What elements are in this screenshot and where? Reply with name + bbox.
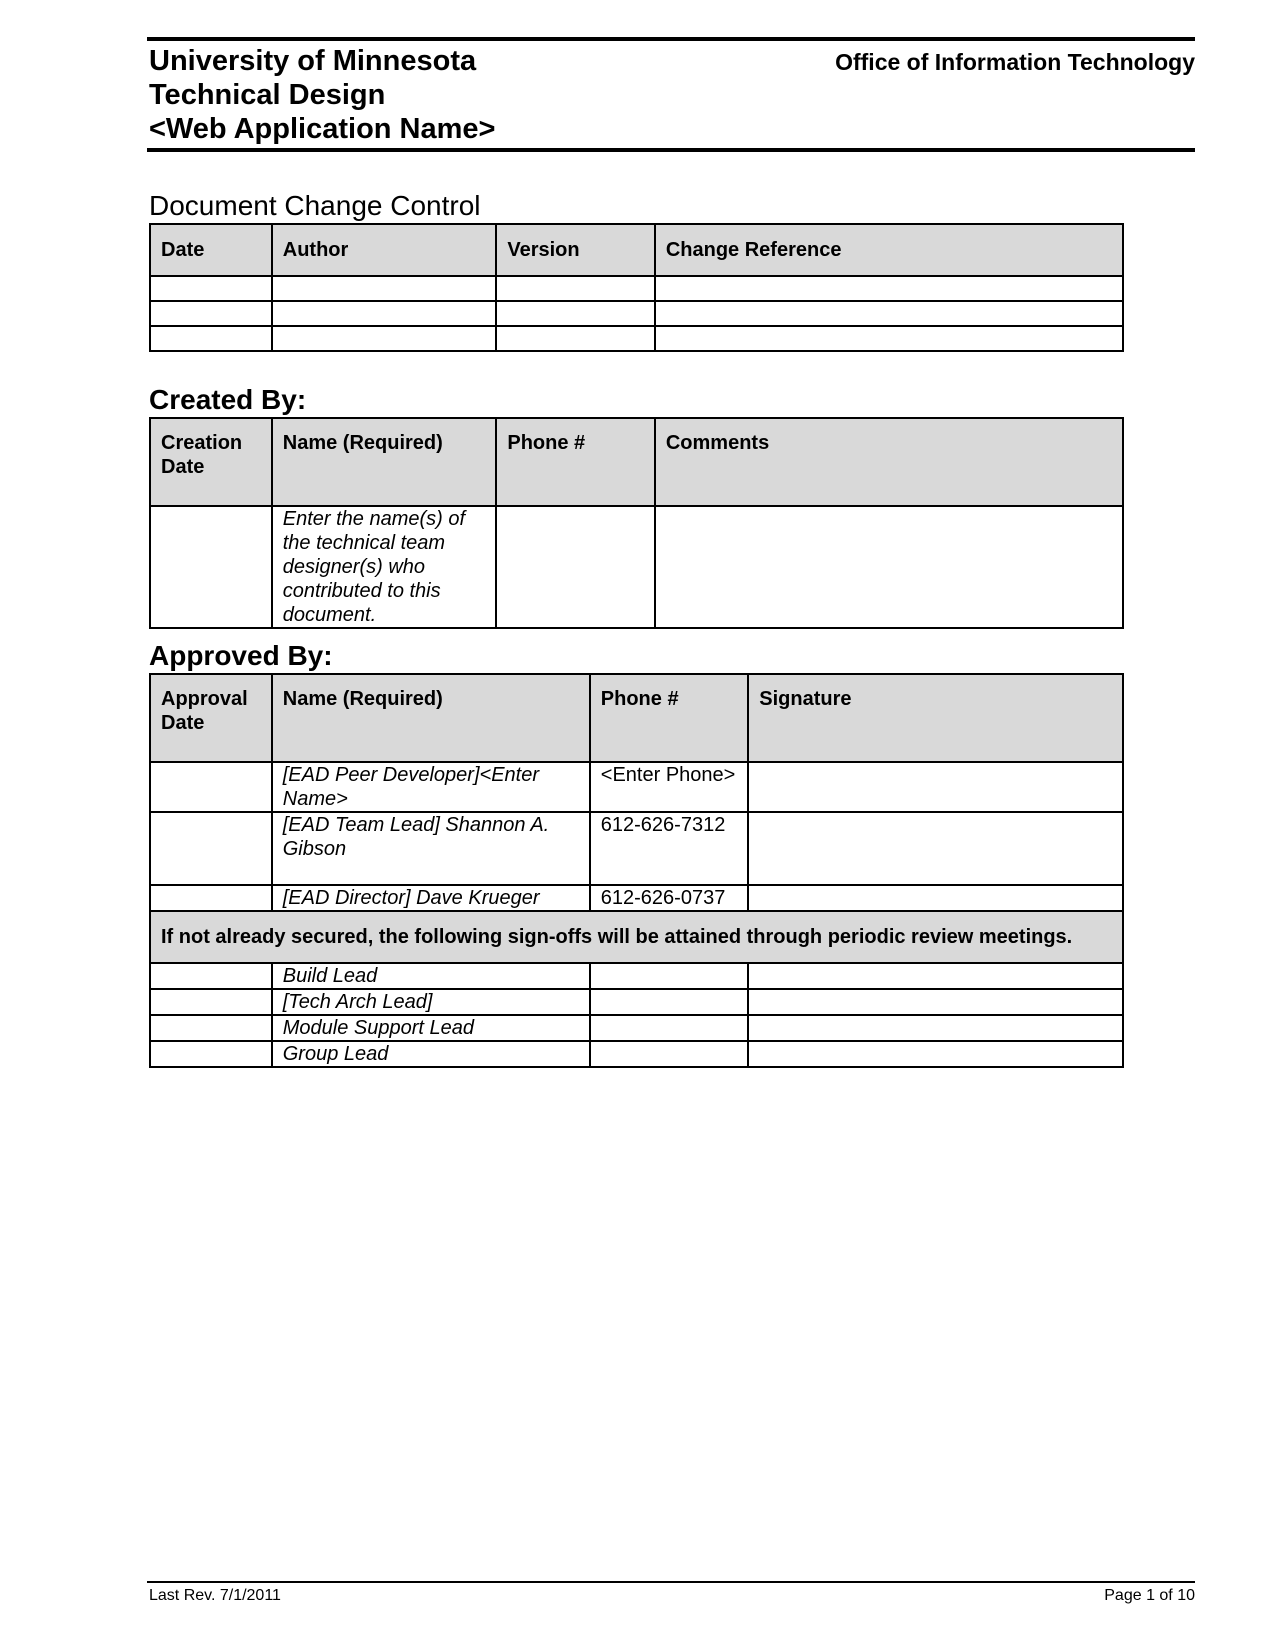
signature-cell[interactable] <box>748 762 1123 812</box>
column-header: Date <box>150 224 272 276</box>
table-cell[interactable] <box>150 276 272 301</box>
page-number: Page 1 of 10 <box>1104 1587 1195 1604</box>
approver-name-cell[interactable]: [EAD Team Lead] Shannon A. Gibson <box>272 812 590 885</box>
last-revision: Last Rev. 7/1/2011 <box>149 1587 281 1604</box>
approved-by-title: Approved By: <box>149 640 333 671</box>
table-cell[interactable] <box>150 301 272 326</box>
column-header: Author <box>272 224 497 276</box>
approver-name-cell[interactable]: [EAD Director] Dave Krueger <box>272 885 590 911</box>
signature-cell[interactable] <box>748 963 1123 989</box>
column-header: Phone # <box>496 418 654 506</box>
signature-cell[interactable] <box>748 1015 1123 1041</box>
table-cell[interactable] <box>150 963 272 989</box>
table-cell[interactable] <box>496 506 654 628</box>
table-cell[interactable] <box>590 989 748 1015</box>
table-cell[interactable] <box>150 506 272 628</box>
column-header: Name (Required) <box>272 418 497 506</box>
table-cell[interactable] <box>150 1015 272 1041</box>
table-cell[interactable] <box>150 1041 272 1067</box>
office-name: Office of Information Technology <box>835 49 1195 75</box>
change-control-table <box>149 223 1124 352</box>
table-cell[interactable] <box>590 963 748 989</box>
document-header <box>149 44 495 146</box>
table-cell[interactable] <box>496 326 654 351</box>
table-cell[interactable] <box>496 301 654 326</box>
table-cell[interactable] <box>496 276 654 301</box>
table-row <box>150 963 1123 989</box>
approver-name-cell[interactable]: [EAD Peer Developer]<Enter Name> <box>272 762 590 812</box>
table-row <box>150 885 1123 911</box>
table-cell[interactable] <box>590 1015 748 1041</box>
table-row <box>150 1041 1123 1067</box>
table-cell[interactable] <box>150 885 272 911</box>
table-cell[interactable] <box>150 989 272 1015</box>
column-header: Creation Date <box>150 418 272 506</box>
signature-cell[interactable] <box>748 885 1123 911</box>
signoff-role-cell: Module Support Lead <box>272 1015 590 1041</box>
table-header-row <box>150 418 1123 506</box>
column-header: Name (Required) <box>272 674 590 762</box>
signoff-role-cell: Build Lead <box>272 963 590 989</box>
table-row <box>150 812 1123 885</box>
created-by-table <box>149 417 1124 629</box>
table-cell[interactable] <box>655 276 1123 301</box>
org-name: University of Minnesota <box>149 45 477 77</box>
table-cell[interactable] <box>655 301 1123 326</box>
table-row <box>150 1015 1123 1041</box>
table-header-row <box>150 674 1123 762</box>
table-header-row <box>150 224 1123 276</box>
signoff-role-cell: Group Lead <box>272 1041 590 1067</box>
created-by-title: Created By: <box>149 384 307 415</box>
signature-cell[interactable] <box>748 1041 1123 1067</box>
column-header: Phone # <box>590 674 748 762</box>
column-header: Version <box>496 224 654 276</box>
table-cell[interactable] <box>655 506 1123 628</box>
header-bottom-rule <box>147 148 1195 152</box>
approved-by-table <box>149 673 1124 1068</box>
footer-rule <box>147 1581 1195 1583</box>
table-row <box>150 762 1123 812</box>
signoff-note: If not already secured, the following sign-offs will be attained through periodic review meetings. <box>150 911 1123 963</box>
signature-cell[interactable] <box>748 989 1123 1015</box>
table-row <box>150 276 1123 301</box>
table-row <box>150 326 1123 351</box>
app-name: <Web Application Name> <box>149 113 496 145</box>
table-cell[interactable] <box>655 326 1123 351</box>
table-cell[interactable] <box>272 326 497 351</box>
column-header: Comments <box>655 418 1123 506</box>
table-cell[interactable] <box>272 276 497 301</box>
approver-phone-cell[interactable]: 612-626-0737 <box>590 885 748 911</box>
table-row <box>150 989 1123 1015</box>
designer-names-cell[interactable]: Enter the name(s) of the technical team designer(s) who contributed to this document. <box>272 506 497 628</box>
signature-cell[interactable] <box>748 812 1123 885</box>
approver-phone-cell[interactable]: <Enter Phone> <box>590 762 748 812</box>
table-cell[interactable] <box>150 812 272 885</box>
table-cell[interactable] <box>272 301 497 326</box>
approver-phone-cell[interactable]: 612-626-7312 <box>590 812 748 885</box>
doc-type: Technical Design <box>149 79 386 111</box>
table-cell[interactable] <box>150 762 272 812</box>
column-header: Change Reference <box>655 224 1123 276</box>
signoff-note-row <box>150 911 1123 963</box>
table-row <box>150 301 1123 326</box>
column-header: Signature <box>748 674 1123 762</box>
column-header: Approval Date <box>150 674 272 762</box>
signoff-role-cell: [Tech Arch Lead] <box>272 989 590 1015</box>
table-cell[interactable] <box>590 1041 748 1067</box>
change-control-title: Document Change Control <box>149 190 481 221</box>
header-top-rule <box>147 37 1195 41</box>
table-row <box>150 506 1123 628</box>
table-cell[interactable] <box>150 326 272 351</box>
